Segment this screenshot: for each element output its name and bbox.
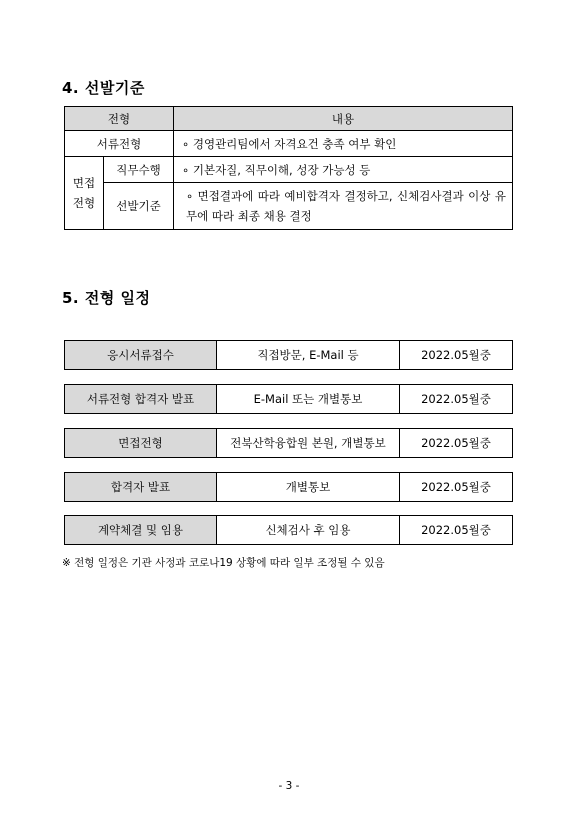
page-number: - 3 - xyxy=(278,780,300,792)
schedule-method: 전북산학융합원 본원, 개별통보 xyxy=(217,429,400,457)
schedule-method: 개별통보 xyxy=(217,473,400,501)
schedule-method: 신체검사 후 임용 xyxy=(217,516,400,544)
schedule-stage: 응시서류접수 xyxy=(65,341,217,369)
section-5-title: 5. 전형 일정 xyxy=(62,289,151,307)
schedule-row xyxy=(64,515,513,545)
job-performance-label: 직무수행 xyxy=(104,157,174,183)
table-row xyxy=(65,157,513,183)
schedule-row xyxy=(64,472,513,502)
schedule-note: ※ 전형 일정은 기관 사정과 코로나19 상황에 따라 일부 조정될 수 있음 xyxy=(62,557,385,569)
schedule-date: 2022.05월중 xyxy=(421,523,491,537)
schedule-row xyxy=(64,428,513,458)
schedule-method: E-Mail 또는 개별통보 xyxy=(217,385,400,413)
schedule-stage: 합격자 발표 xyxy=(65,473,217,501)
selection-standard-label: 선발기준 xyxy=(104,183,174,230)
schedule-stage: 서류전형 합격자 발표 xyxy=(65,385,217,413)
schedule-date: 2022.05월중 xyxy=(421,348,491,362)
selection-criteria-table xyxy=(64,106,513,230)
table-header-row xyxy=(65,107,513,131)
job-performance-content: ∘ 기본자질, 직무이해, 성장 가능성 등 xyxy=(174,157,513,183)
interview-label: 면접 전형 xyxy=(65,157,104,230)
schedule-row xyxy=(64,340,513,370)
schedule-stage: 면접전형 xyxy=(65,429,217,457)
schedule-stage: 계약체결 및 임용 xyxy=(65,516,217,544)
schedule-row xyxy=(64,384,513,414)
schedule-date: 2022.05월중 xyxy=(421,480,491,494)
document-review-label: 서류전형 xyxy=(65,131,174,157)
schedule-date: 2022.05월중 xyxy=(421,436,491,450)
table-row xyxy=(65,183,513,230)
header-category: 전형 xyxy=(65,107,174,131)
selection-standard-content: ∘ 면접결과에 따라 예비합격자 결정하고, 신체검사결과 이상 유무에 따라 최종 채용 결정 xyxy=(174,183,513,230)
section-4-title: 4. 선발기준 xyxy=(62,79,145,97)
schedule-date: 2022.05월중 xyxy=(421,392,491,406)
header-content: 내용 xyxy=(174,107,513,131)
document-review-content: ∘ 경영관리팀에서 자격요건 충족 여부 확인 xyxy=(174,131,513,157)
table-row xyxy=(65,131,513,157)
schedule-method: 직접방문, E-Mail 등 xyxy=(217,341,400,369)
